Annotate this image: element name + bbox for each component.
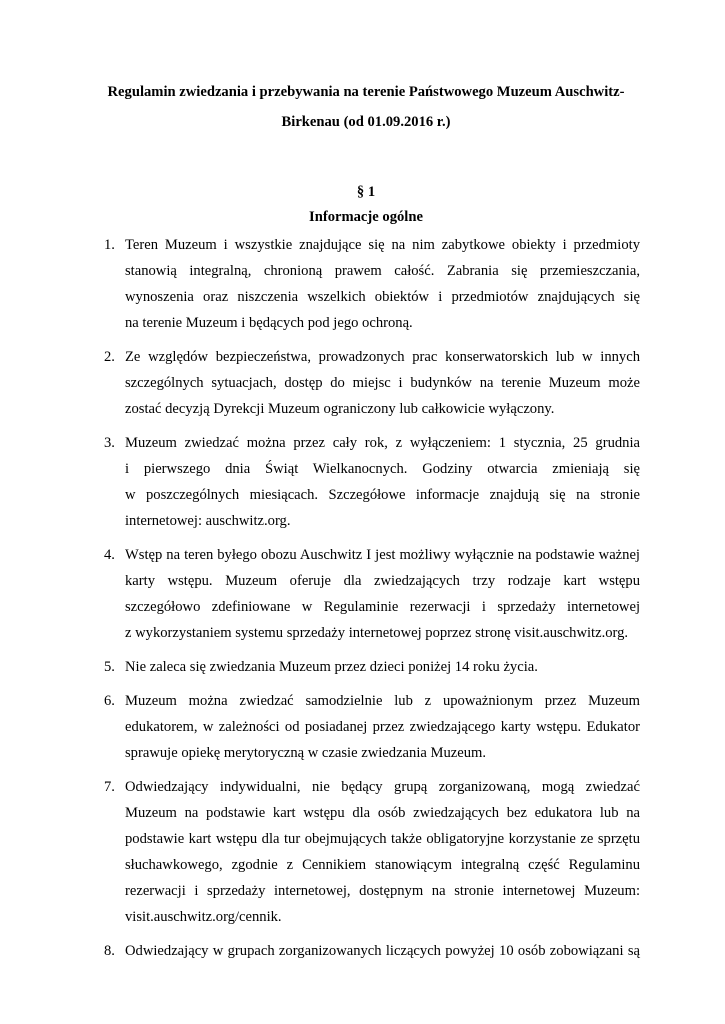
list-item-number: 3.: [104, 435, 115, 451]
list-item-text: [125, 688, 640, 766]
text-line: rezerwacji i sprzedaży internetowej, dostępnym na stronie internetowej Muzeum:: [125, 883, 640, 899]
text-line: szczegółowo zdefiniowane w Regulaminie rezerwacji i sprzedaży internetowej: [125, 599, 640, 615]
list-item: [0, 938, 725, 964]
list-item-text: [125, 542, 640, 646]
text-line: szczególnych sytuacjach, dostęp do miejsc i budynków na terenie Muzeum może: [125, 375, 640, 391]
list-item-number: 2.: [104, 349, 115, 365]
text-line: Odwiedzający w grupach zorganizowanych liczących powyżej 10 osób zobowiązani są: [125, 943, 640, 959]
list-item: [0, 774, 725, 930]
text-line: Ze względów bezpieczeństwa, prowadzonych prac konserwatorskich lub w innych: [125, 349, 640, 365]
text-line: Muzeum na podstawie kart wstępu dla osób zwiedzających bez edukatora lub na: [125, 805, 640, 821]
list-item-text: [125, 774, 640, 930]
text-line: z wykorzystaniem systemu sprzedaży internetowej poprzez stronę visit.auschwitz.org.: [125, 625, 629, 641]
list-item-text: [125, 654, 640, 680]
text-line: sprawuje opiekę merytoryczną w czasie zwiedzania Muzeum.: [125, 745, 487, 761]
section-heading: Informacje ogólne: [309, 209, 423, 225]
list-item-number: 5.: [104, 659, 115, 675]
list-item: [0, 542, 725, 646]
text-line: Muzeum zwiedzać można przez cały rok, z wyłączeniem: 1 stycznia, 25 grudnia: [125, 435, 640, 451]
text-line: Muzeum można zwiedzać samodzielnie lub z upoważnionym przez Muzeum: [125, 693, 640, 709]
list-item: [0, 232, 725, 336]
list-item-text: [125, 232, 640, 336]
list-item-text: [125, 938, 640, 964]
text-line: stanowią integralną, chronioną prawem całość. Zabrania się przemieszczania,: [125, 263, 640, 279]
text-line: wynoszenia oraz niszczenia wszelkich obiektów i przedmiotów znajdujących się: [125, 289, 640, 305]
rules-list: [0, 232, 725, 972]
list-item-text: [125, 430, 640, 534]
text-line: Wstęp na teren byłego obozu Auschwitz I jest możliwy wyłącznie na podstawie ważnej: [125, 547, 640, 563]
list-item-text: [125, 344, 640, 422]
text-line: karty wstępu. Muzeum oferuje dla zwiedzających trzy rodzaje kart wstępu: [125, 573, 640, 589]
list-item-number: 8.: [104, 943, 115, 959]
document-title-line-1: Regulamin zwiedzania i przebywania na terenie Państwowego Muzeum Auschwitz-: [107, 84, 625, 100]
text-line: edukatorem, w zależności od posiadanej przez zwiedzającego karty wstępu. Edukator: [125, 719, 640, 735]
text-line: w poszczególnych miesiącach. Szczegółowe informacje znajdują się na stronie: [125, 487, 640, 503]
list-item-number: 7.: [104, 779, 115, 795]
list-item-number: 4.: [104, 547, 115, 563]
text-line: Odwiedzający indywidualni, nie będący grupą zorganizowaną, mogą zwiedzać: [125, 779, 640, 795]
list-item: [0, 344, 725, 422]
text-line: visit.auschwitz.org/cennik.: [125, 909, 282, 925]
text-line: Nie zaleca się zwiedzania Muzeum przez dzieci poniżej 14 roku życia.: [125, 659, 538, 675]
text-line: słuchawkowego, zgodnie z Cennikiem stanowiącym integralną część Regulaminu: [125, 857, 640, 873]
text-line: zostać decyzją Dyrekcji Muzeum ograniczony lub całkowicie wyłączony.: [125, 401, 555, 417]
text-line: i pierwszego dnia Świąt Wielkanocnych. Godziny otwarcia zmieniają się: [125, 461, 640, 477]
list-item: [0, 430, 725, 534]
text-line: podstawie kart wstępu dla tur obejmujących także obligatoryjne korzystanie ze sprzętu: [125, 831, 640, 847]
list-item-number: 6.: [104, 693, 115, 709]
section-number: § 1: [356, 184, 376, 200]
document-title-line-2: Birkenau (od 01.09.2016 r.): [281, 114, 451, 130]
text-line: na terenie Muzeum i będących pod jego ochroną.: [125, 315, 413, 331]
list-item: [0, 654, 725, 680]
list-item-number: 1.: [104, 237, 115, 253]
list-item: [0, 688, 725, 766]
text-line: internetowej: auschwitz.org.: [125, 513, 291, 529]
text-line: Teren Muzeum i wszystkie znajdujące się na nim zabytkowe obiekty i przedmioty: [125, 237, 640, 253]
